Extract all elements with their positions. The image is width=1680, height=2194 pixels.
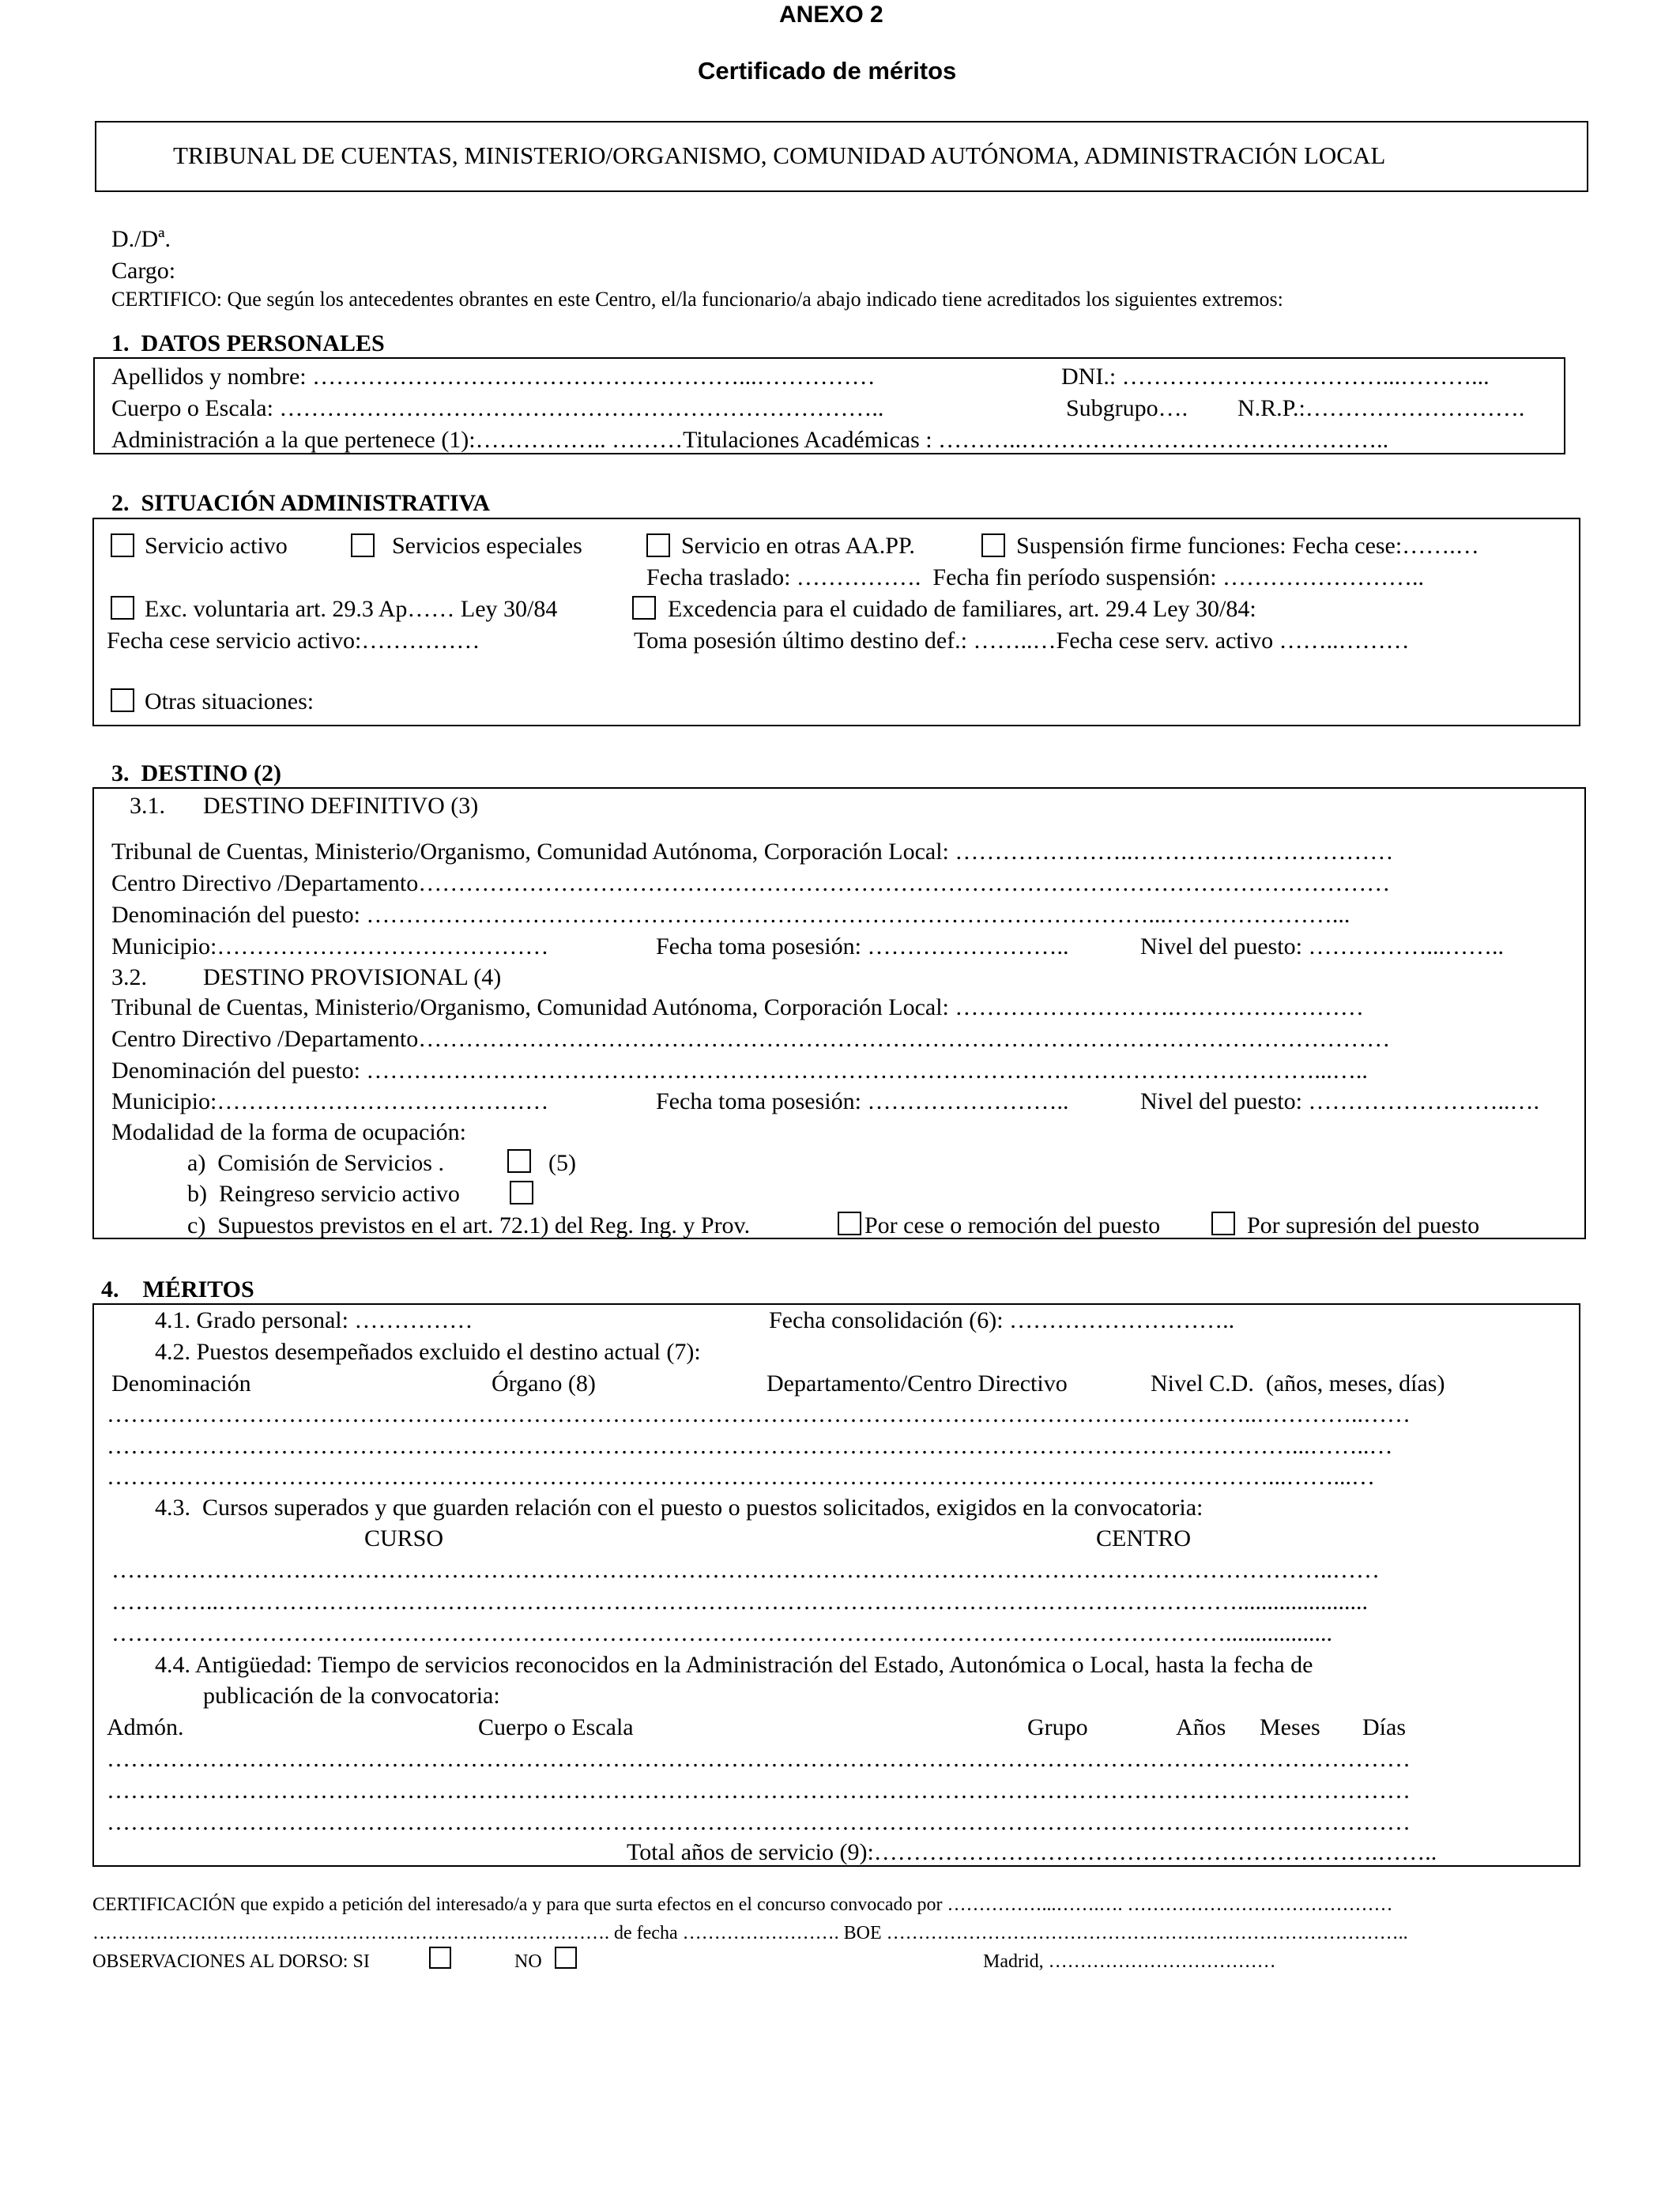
total-anos-field[interactable]: Total años de servicio (9):……………………………………………………….……..	[627, 1839, 1437, 1865]
col-admon: Admón.	[107, 1714, 184, 1740]
certificacion-fecha-boe[interactable]: ………………………………………………………………………. de fecha ……………………. BOE ………………………………………………………………………..	[92, 1923, 1408, 1943]
option-a-note: (5)	[548, 1150, 576, 1176]
observaciones-label: OBSERVACIONES AL DORSO: SI	[92, 1951, 370, 1972]
servicio-activo-label: Servicio activo	[145, 533, 288, 559]
fecha-traslado-field[interactable]: Fecha traslado: ……………. Fecha fin período suspensión: ……………………..	[646, 564, 1425, 590]
puestos-label: 4.2. Puestos desempeñados excluido el destino actual (7):	[155, 1339, 701, 1365]
col-cuerpo: Cuerpo o Escala	[478, 1714, 634, 1740]
checkbox-otras-aapp[interactable]	[646, 533, 670, 557]
otras-aapp-label: Servicio en otras AA.PP.	[681, 533, 915, 559]
entity-box	[95, 121, 1588, 192]
checkbox-observaciones-si[interactable]	[429, 1947, 451, 1969]
checkbox-otras-situaciones[interactable]	[111, 688, 134, 712]
checkbox-suspension[interactable]	[981, 533, 1005, 557]
destino-provisional-title: DESTINO PROVISIONAL (4)	[203, 964, 502, 990]
checkbox-servicios-especiales[interactable]	[351, 533, 375, 557]
option-b-label: b) Reingreso servicio activo	[187, 1181, 460, 1207]
fecha-consolidacion-field[interactable]: Fecha consolidación (6): ………………………..	[769, 1307, 1235, 1333]
exc-voluntaria-label: Exc. voluntaria art. 29.3 Ap…… Ley 30/84	[145, 596, 558, 622]
observaciones-no-label: NO	[514, 1951, 542, 1972]
document-title: Certificado de méritos	[698, 57, 957, 85]
prov-centro-field[interactable]: Centro Directivo /Departamento……………………………………………………………………………………………………………	[111, 1026, 1391, 1052]
subgrupo-field[interactable]: Subgrupo….	[1066, 395, 1188, 421]
col-nivel: Nivel C.D. (años, meses, días)	[1151, 1370, 1445, 1397]
cursos-line[interactable]: …………..…………………………………………………………………………………………………………………......................	[111, 1589, 1368, 1615]
prov-fecha-toma-field[interactable]: Fecha toma posesión: ……………………..	[656, 1088, 1069, 1114]
def-municipio-field[interactable]: Municipio:……………………………………	[111, 933, 549, 959]
antiguedad-line[interactable]: …………………………………………………………………………………………………………………………………………………	[107, 1746, 1411, 1772]
certifico-text: CERTIFICO: Que según los antecedentes obrantes en este Centro, el/la funcionario/a abajo indicado tiene acreditados los siguientes extremos:	[111, 288, 1283, 311]
col-organo: Órgano (8)	[492, 1370, 596, 1397]
col-grupo: Grupo	[1027, 1714, 1088, 1740]
otras-situaciones-label: Otras situaciones:	[145, 688, 315, 714]
apellidos-field[interactable]: Apellidos y nombre: ………………………………………………...……………	[111, 364, 876, 390]
def-fecha-toma-field[interactable]: Fecha toma posesión: ……………………..	[656, 933, 1069, 959]
option-c-cese-label: Por cese o remoción del puesto	[864, 1212, 1161, 1238]
servicios-especiales-label: Servicios especiales	[392, 533, 582, 559]
puestos-line[interactable]: …………………………………………………………………………………………………………………………………...……...…	[107, 1464, 1375, 1490]
option-a-label: a) Comisión de Servicios .	[187, 1150, 444, 1176]
antiguedad-line[interactable]: …………………………………………………………………………………………………………………………………………………	[107, 1809, 1411, 1835]
nrp-field[interactable]: N.R.P.:……………………….	[1237, 395, 1525, 421]
excedencia-label: Excedencia para el cuidado de familiares, art. 29.4 Ley 30/84:	[668, 596, 1256, 622]
def-centro-field[interactable]: Centro Directivo /Departamento……………………………………………………………………………………………………………	[111, 870, 1391, 896]
section-1-title: 1. DATOS PERSONALES	[111, 330, 385, 356]
checkbox-supresion[interactable]	[1211, 1212, 1235, 1235]
cursos-line[interactable]: ……………………………………………………………………………………………………………………………..................	[111, 1620, 1332, 1646]
cursos-label: 4.3. Cursos superados y que guarden relación con el puesto o puestos solicitados, exigidos en la convocatoria:	[155, 1495, 1203, 1521]
antiguedad-label: 4.4. Antigüedad: Tiempo de servicios reconocidos en la Administración del Estado, Autonómica o Local, hasta la fecha de	[155, 1652, 1313, 1678]
col-denominacion: Denominación	[111, 1370, 251, 1397]
cargo-label: Cargo:	[111, 258, 176, 284]
checkbox-reingreso[interactable]	[510, 1181, 533, 1204]
col-dias: Días	[1362, 1714, 1406, 1740]
prov-nivel-field[interactable]: Nivel del puesto: ……………………..….	[1140, 1088, 1539, 1114]
section-4-title: 4. MÉRITOS	[101, 1276, 254, 1302]
checkbox-servicio-activo[interactable]	[111, 533, 134, 557]
col-meses: Meses	[1260, 1714, 1320, 1740]
toma-posesion-field[interactable]: Toma posesión último destino def.: ……..…Fecha cese serv. activo ……..………	[634, 628, 1410, 654]
col-curso: CURSO	[364, 1525, 444, 1551]
prov-municipio-field[interactable]: Municipio:……………………………………	[111, 1088, 549, 1114]
checkbox-observaciones-no[interactable]	[555, 1947, 577, 1969]
checkbox-cese-remocion[interactable]	[838, 1212, 861, 1235]
cursos-line[interactable]: ………………………………………………………………………………………………………………………………………..……	[111, 1557, 1380, 1583]
prov-tribunal-field[interactable]: Tribunal de Cuentas, Ministerio/Organismo, Comunidad Autónoma, Corporación Local: ……………………….……………………	[111, 994, 1364, 1020]
checkbox-comision-servicios[interactable]	[507, 1149, 531, 1173]
destino-provisional-number: 3.2.	[111, 964, 147, 990]
antiguedad-label-cont: publicación de la convocatoria:	[203, 1683, 500, 1709]
certificacion-text: CERTIFICACIÓN que expido a petición del interesado/a y para que surta efectos en el concurso convocado por ……………...…….…. ……………………………………	[92, 1894, 1393, 1915]
destino-definitivo-number: 3.1.	[130, 793, 165, 819]
col-centro: CENTRO	[1096, 1525, 1191, 1551]
antiguedad-line[interactable]: …………………………………………………………………………………………………………………………………………………	[107, 1777, 1411, 1804]
administracion-field[interactable]: Administración a la que pertenece (1):…………….. ………Titulaciones Académicas : ………..………………………………………..	[111, 427, 1389, 453]
entity-text: TRIBUNAL DE CUENTAS, MINISTERIO/ORGANISMO, COMUNIDAD AUTÓNOMA, ADMINISTRACIÓN LOCAL	[173, 141, 1386, 169]
annex-label: ANEXO 2	[779, 2, 883, 28]
def-denominacion-field[interactable]: Denominación del puesto: ………………………………………………………………………………………...…………………...	[111, 902, 1350, 928]
def-nivel-field[interactable]: Nivel del puesto: ……………...……..	[1140, 933, 1504, 959]
prov-denominacion-field[interactable]: Denominación del puesto: …………………………………………………………………………………………………………...…..	[111, 1057, 1368, 1084]
option-c-supresion-label: Por supresión del puesto	[1247, 1212, 1480, 1238]
madrid-field[interactable]: Madrid, ………………………………	[983, 1951, 1276, 1972]
grado-personal-field[interactable]: 4.1. Grado personal: ……………	[155, 1307, 473, 1333]
def-tribunal-field[interactable]: Tribunal de Cuentas, Ministerio/Organismo, Comunidad Autónoma, Corporación Local: …………………..……………………………	[111, 839, 1394, 865]
col-anos: Años	[1176, 1714, 1226, 1740]
puestos-line[interactable]: ……………………………………………………………………………………………………………………………………...……..…	[107, 1433, 1393, 1459]
dd-label: D./Dª.	[111, 226, 171, 252]
dni-field[interactable]: DNI.: ……………………………...………...	[1061, 364, 1490, 390]
modalidad-label: Modalidad de la forma de ocupación:	[111, 1119, 467, 1145]
suspension-label: Suspensión firme funciones: Fecha cese:…….…	[1016, 533, 1479, 559]
col-departamento: Departamento/Centro Directivo	[767, 1370, 1068, 1397]
puestos-line[interactable]: ………………………………………………………………………………………………………………………………..…………..……	[107, 1401, 1411, 1427]
option-c-label: c) Supuestos previstos en el art. 72.1) del Reg. Ing. y Prov.	[187, 1212, 751, 1238]
checkbox-excedencia[interactable]	[632, 596, 656, 620]
fecha-cese-field[interactable]: Fecha cese servicio activo:……………	[107, 628, 480, 654]
section-2-title: 2. SITUACIÓN ADMINISTRATIVA	[111, 490, 490, 516]
checkbox-exc-voluntaria[interactable]	[111, 596, 134, 620]
cuerpo-field[interactable]: Cuerpo o Escala: …………………………………………………………………..	[111, 395, 884, 421]
section-3-title: 3. DESTINO (2)	[111, 760, 282, 786]
destino-definitivo-title: DESTINO DEFINITIVO (3)	[203, 793, 479, 819]
